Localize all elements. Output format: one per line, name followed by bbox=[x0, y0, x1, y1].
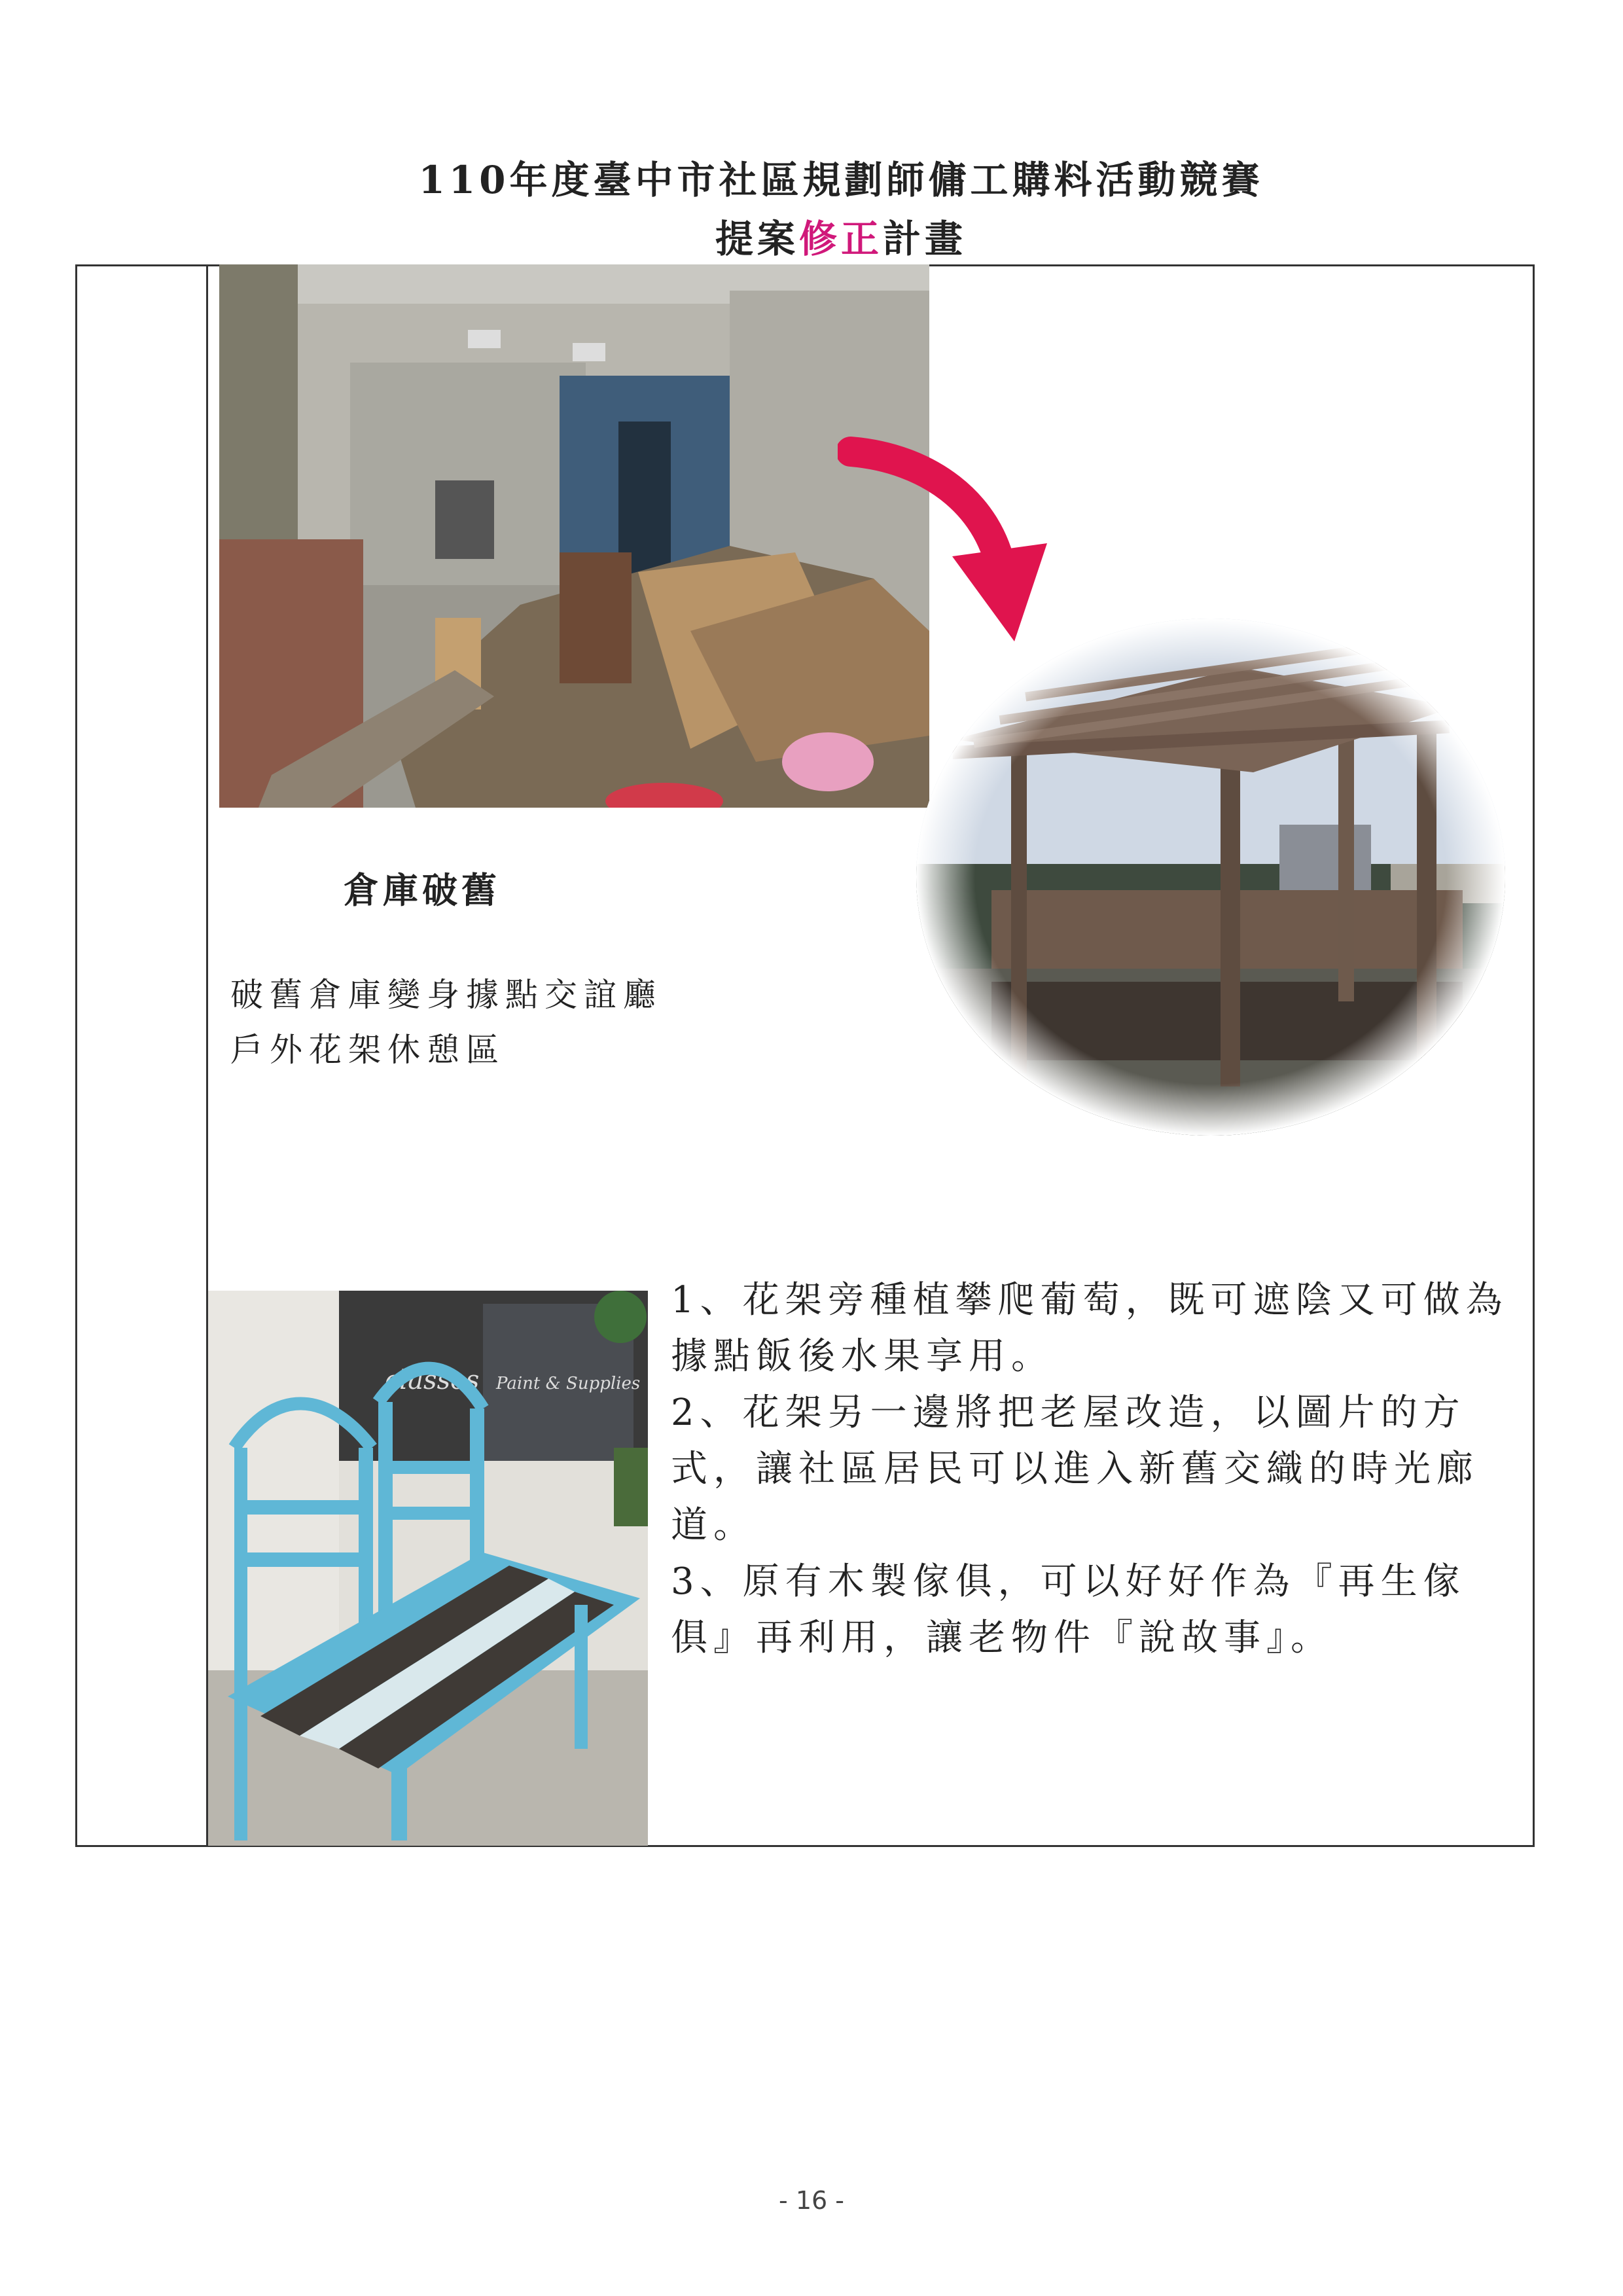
subtitle-prefix: 提案 bbox=[715, 217, 799, 261]
page-number: - 16 - bbox=[779, 2186, 844, 2215]
subtitle-suffix: 計畫 bbox=[883, 217, 967, 261]
list-item: 3、原有木製傢俱，可以好好作為『再生傢俱』再利用，讓老物件『說故事』。 bbox=[671, 1560, 1466, 1659]
document-title: 110年度臺中市社區規劃師傭工購料活動競賽 bbox=[418, 158, 1264, 202]
list-item: 1、花架旁種植攀爬葡萄，既可遮陰又可做為據點飯後水果享用。 bbox=[671, 1279, 1508, 1378]
description-line: 破舊倉庫變身據點交誼廳 bbox=[230, 976, 662, 1014]
list-item: 2、花架另一邊將把老屋改造，以圖片的方式，讓社區居民可以進入新舊交織的時光廊道。 bbox=[671, 1391, 1479, 1547]
description-line: 戶外花架休憩區 bbox=[230, 1031, 505, 1069]
shop-window-sign: Paint & Supplies bbox=[496, 1374, 641, 1393]
old-warehouse-photo bbox=[219, 264, 929, 808]
photo-caption: 倉庫破舊 bbox=[344, 869, 501, 911]
recycled-bench-photo bbox=[208, 1291, 648, 1846]
transformation-description bbox=[230, 967, 662, 1077]
pergola-photo bbox=[913, 615, 1508, 1139]
window-lettering: classes bbox=[385, 1365, 480, 1395]
document-subtitle bbox=[0, 208, 1623, 263]
subtitle-highlight: 修正 bbox=[798, 217, 883, 261]
plan-list bbox=[671, 1272, 1515, 1666]
